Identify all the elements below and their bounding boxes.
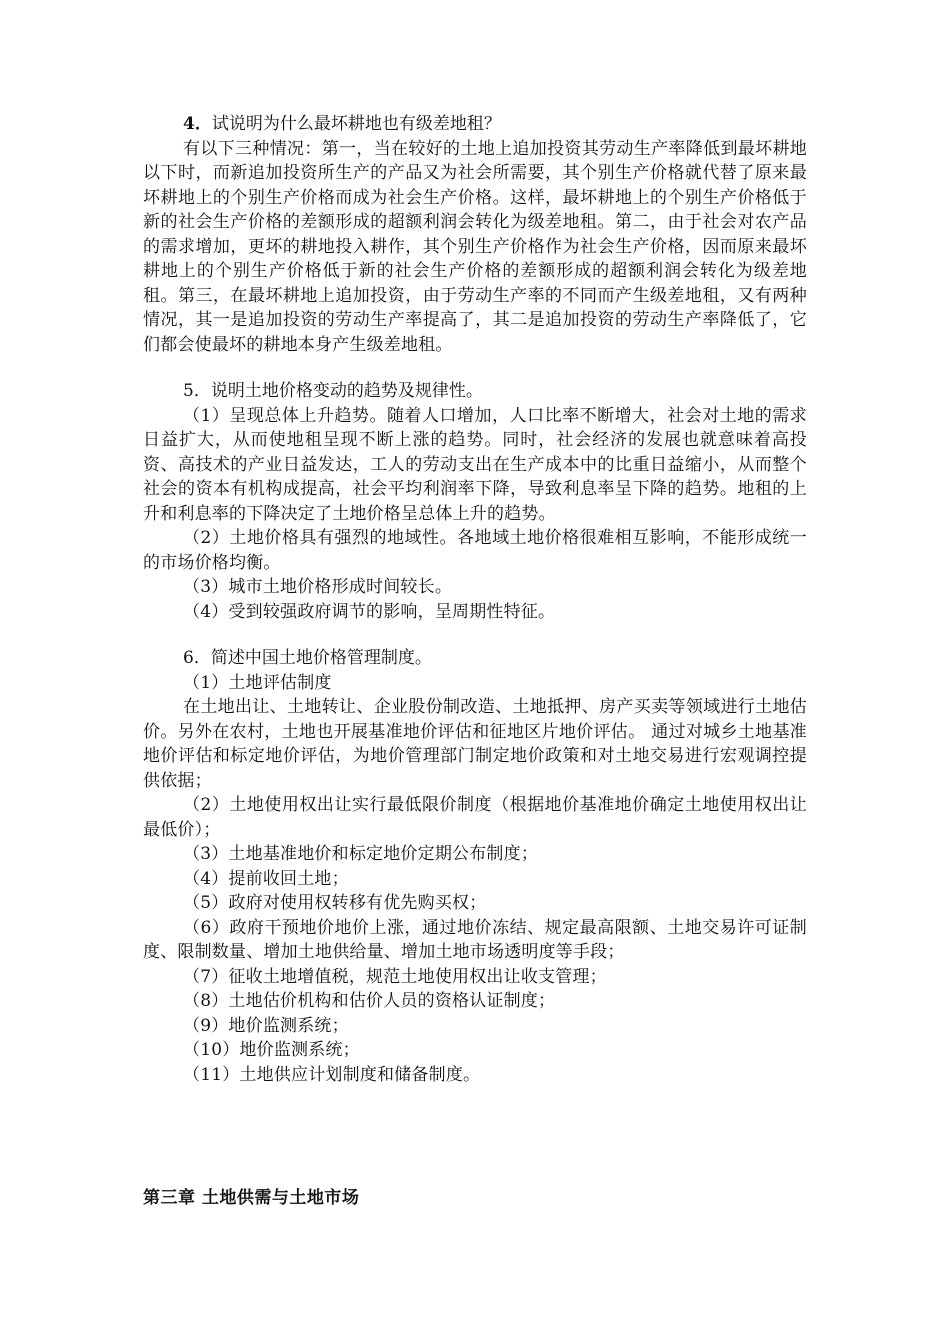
question-6-item-3: （3）土地基准地价和标定地价定期公布制度； bbox=[183, 844, 539, 864]
question-6-item-8: （8）土地估价机构和估价人员的资格认证制度； bbox=[183, 991, 556, 1011]
question-4-number: 4． bbox=[183, 114, 212, 134]
question-6-item-5: （5）政府对使用权转移有优先购买权； bbox=[183, 893, 487, 913]
question-5-heading bbox=[143, 379, 807, 404]
question-6-subtitle-1: （1）土地评估制度 bbox=[183, 672, 332, 693]
question-5-number: 5． bbox=[183, 381, 211, 401]
question-6-item-7: （7）征收土地增值税，规范土地使用权出让收支管理； bbox=[183, 966, 607, 987]
question-6-item-2: （2）土地使用权出让实行最低限价制度（根据地价基准地价确定土地使用权出让最低价）； bbox=[143, 795, 807, 840]
question-6-sub-1-body: 在土地出让、土地转让、企业股份制改造、土地抵押、房产买卖等领域进行土地估价。另外在农村，土地也开展基准地价评估和征地区片地价评估。 通过对城乡土地基准地价评估和标定地价评估，为地价管理部门制定地价政策和对土地交易进行宏观调控提供依据； bbox=[143, 697, 807, 791]
question-5-item-2: （2）土地价格具有强烈的地域性。各地域土地价格很难相互影响，不能形成统一的市场价格均衡。 bbox=[143, 528, 807, 573]
question-6-item-10: （10）地价监测系统； bbox=[183, 1040, 360, 1060]
chapter-heading: 第三章 土地供需与土地市场 bbox=[143, 1188, 360, 1208]
question-4-heading bbox=[143, 112, 807, 137]
question-4-title: 试说明为什么最坏耕地也有级差地租？ bbox=[211, 114, 501, 134]
question-5-item-4: （4）受到较强政府调节的影响，呈周期性特征。 bbox=[183, 601, 556, 622]
question-6-title: 简述中国土地价格管理制度。 bbox=[210, 648, 432, 668]
question-6-item-11: （11）土地供应计划制度和储备制度。 bbox=[183, 1064, 481, 1085]
question-6-item-4: （4）提前收回土地； bbox=[183, 868, 349, 889]
question-6-number: 6． bbox=[183, 648, 211, 668]
document-page bbox=[143, 112, 807, 1087]
question-6-item-9: （9）地价监测系统； bbox=[183, 1015, 349, 1036]
question-5-item-3: （3）城市土地价格形成时间较长。 bbox=[183, 577, 453, 597]
question-5-title: 说明土地价格变动的趋势及规律性。 bbox=[210, 381, 483, 401]
question-4-answer: 有以下三种情况：第一，当在较好的土地上追加投资其劳动生产率降低到最坏耕地以下时，而新追加投资所生产的产品又为社会所需要，其个别生产价格就代替了原来最坏耕地上的个别生产价格而成为社会生产价格。这样，最坏耕地上的个别生产价格低于新的社会生产价格的差额形成的超额利润会转化为级差地租。第二，由于社会对农产品的需求增加，更坏的耕地投入耕作，其个别生产价格作为社会生产价格，因而原来最坏耕地上的个别生产价格低于新的社会生产价格的差额形成的超额利润会转化为级差地租。第三，在最坏耕地上追加投资，由于劳动生产率的不同而产生级差地租，又有两种情况，其一是追加投资的劳动生产率提高了，其二是追加投资的劳动生产率降低了，它们都会使最坏的耕地本身产生级差地租。 bbox=[143, 138, 807, 355]
question-6-heading bbox=[143, 646, 807, 671]
question-5-item-1: （1）呈现总体上升趋势。随着人口增加，人口比率不断增大，社会对土地的需求日益扩大，从而使地租呈现不断上涨的趋势。同时，社会经济的发展也就意味着高投资、高技术的产业日益发达，工人的劳动支出在生产成本中的比重日益缩小，从而整个社会的资本有机构成提高，社会平均利润率下降，导致利息率呈下降的趋势。地租的上升和利息率的下降决定了土地价格呈总体上升的趋势。 bbox=[143, 405, 807, 524]
section-gap bbox=[143, 357, 807, 379]
section-gap bbox=[143, 624, 807, 646]
question-6-item-6: （6）政府干预地价地价上涨，通过地价冻结、规定最高限额、土地交易许可证制度、限制数量、增加土地供给量、增加土地市场透明度等手段； bbox=[143, 917, 807, 962]
